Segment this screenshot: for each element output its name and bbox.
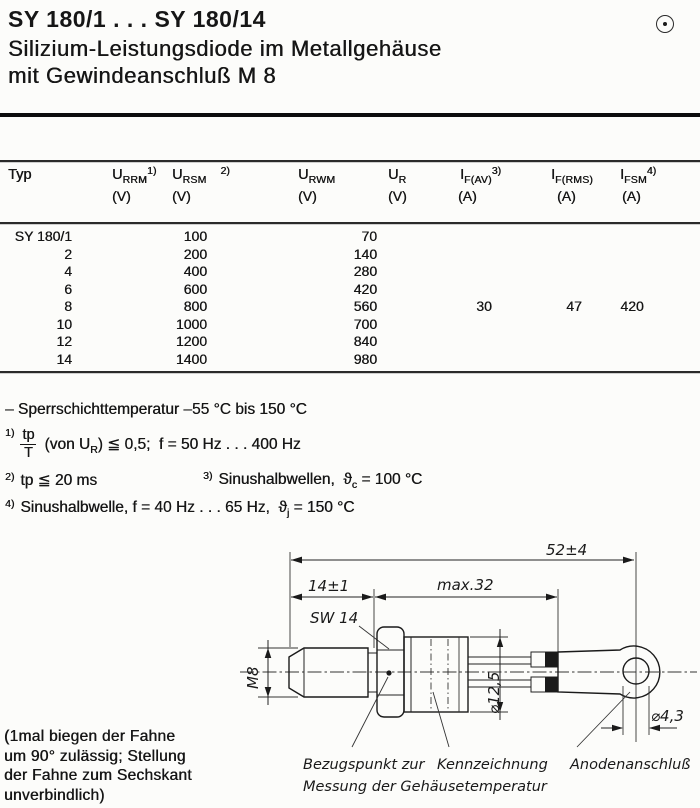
cell-urrm: 200 bbox=[183, 245, 207, 262]
bend-note-line2: um 90° zulässig; Stellung bbox=[4, 747, 186, 765]
note-2: $^{2)}$ tp ≦ 20 ms bbox=[5, 471, 98, 489]
dim-thread-label: 14±1 bbox=[308, 577, 350, 595]
dia-body-label: ⌀12,5 bbox=[485, 671, 503, 714]
dim-body-label: max.32 bbox=[437, 576, 494, 594]
reference-point-dot bbox=[386, 670, 391, 675]
cell-urrm: 600 bbox=[183, 280, 207, 297]
bend-note bbox=[4, 727, 192, 805]
col-header-ifrms: $I_{F(RMS)}$ bbox=[551, 167, 593, 186]
package-outline-drawing bbox=[230, 535, 700, 808]
table-top-rule bbox=[0, 160, 700, 162]
shared-value-ifav: 30 bbox=[476, 298, 492, 314]
cell-urrm: 400 bbox=[183, 263, 207, 279]
label-marking: Kennzeichnung bbox=[437, 757, 548, 773]
table-bottom-rule bbox=[0, 371, 700, 373]
header-rule bbox=[0, 113, 700, 117]
dim-overall-label: 52±4 bbox=[546, 541, 588, 559]
cell-typ: 10 bbox=[56, 315, 72, 332]
unit-urrm: (V) bbox=[112, 188, 131, 204]
note-3: $^{3)}$ Sinushalbwellen, $ϑ_c = 100$ °C bbox=[203, 470, 423, 491]
unit-ursm: (V) bbox=[172, 188, 191, 204]
cell-urrm: 100 bbox=[183, 228, 207, 244]
shared-value-ifrms: 47 bbox=[566, 298, 582, 314]
cell-urrm: 1400 bbox=[175, 350, 207, 367]
cell-typ: 14 bbox=[56, 350, 72, 367]
leader-line bbox=[577, 692, 630, 747]
unit-ifsm: (A) bbox=[622, 188, 641, 204]
dia-hole-label: ⌀4,3 bbox=[651, 707, 684, 725]
wrench-size-label: SW 14 bbox=[310, 609, 359, 627]
table-row bbox=[0, 228, 700, 246]
label-reference-point-line2: Messung der Gehäusetemperatur bbox=[303, 779, 547, 795]
note-1 bbox=[5, 428, 301, 461]
circle-dot-icon-center bbox=[663, 22, 667, 26]
col-header-ifsm: $I_{FSM}^{4)}$ bbox=[620, 165, 657, 186]
cell-urrm: 1200 bbox=[175, 333, 207, 349]
cell-urwm: 560 bbox=[353, 298, 377, 314]
bend-note-line3: der Fahne zum Sechskant bbox=[4, 767, 192, 784]
cell-urwm: 700 bbox=[353, 315, 377, 332]
cell-urwm: 840 bbox=[353, 333, 377, 349]
unit-ifrms: (A) bbox=[557, 188, 576, 204]
cell-typ: 8 bbox=[64, 298, 72, 314]
thread-label: M8 bbox=[244, 666, 262, 689]
note-1-text: (von $U_R$) ≦ 0,5; f = 50 Hz . . . 400 Hz bbox=[44, 436, 301, 457]
threaded-stud bbox=[289, 648, 368, 697]
cell-typ: 2 bbox=[64, 245, 72, 262]
cell-urwm: 280 bbox=[353, 263, 377, 279]
cell-urwm: 420 bbox=[353, 280, 377, 297]
cell-urrm: 800 bbox=[183, 298, 207, 314]
col-header-ursm: $U_{RSM}^{2)}$ bbox=[172, 165, 230, 186]
label-anode-connection: Anodenanschluß bbox=[570, 757, 691, 773]
note-1-marker: 1) bbox=[5, 427, 15, 439]
col-header-ur: $U_R$ bbox=[388, 167, 407, 186]
table-row bbox=[0, 281, 700, 299]
leader-line bbox=[352, 677, 388, 747]
table-row bbox=[0, 316, 700, 334]
unit-ifav: (A) bbox=[458, 188, 477, 204]
table-row bbox=[0, 333, 700, 351]
bend-note-line4: unverbindlich) bbox=[4, 786, 105, 804]
cell-typ: 4 bbox=[64, 263, 72, 279]
table-row bbox=[0, 298, 700, 316]
cell-urwm: 70 bbox=[361, 228, 377, 244]
page-subtitle-line2: mit Gewindeanschluß M 8 bbox=[8, 63, 277, 88]
cell-typ: SY 180/1 bbox=[14, 228, 72, 244]
table-row bbox=[0, 263, 700, 281]
bend-note-line1: (1mal biegen der Fahne bbox=[4, 728, 176, 745]
leader-line bbox=[433, 692, 449, 747]
fraction-tp-over-T: $\frac{tp}{T}$ bbox=[22, 427, 35, 462]
note-temperature: – Sperrschichttemperatur –55 °C bis 150 °C bbox=[5, 401, 307, 418]
circle-dot-icon bbox=[656, 15, 674, 33]
unit-urwm: (V) bbox=[298, 188, 317, 204]
cell-urwm: 140 bbox=[353, 245, 377, 262]
cell-urrm: 1000 bbox=[175, 315, 207, 332]
note-4: $^{4)}$ Sinushalbwelle, f = 40 Hz . . . 65 Hz, $ϑ_j = 150$ °C bbox=[5, 498, 355, 519]
col-header-ifav: $I_{F(AV)}^{3)}$ bbox=[460, 165, 502, 186]
cell-typ: 6 bbox=[64, 280, 72, 297]
table-row bbox=[0, 351, 700, 369]
col-header-typ: Typ bbox=[8, 167, 32, 183]
table-header-rule bbox=[0, 222, 700, 224]
cell-urwm: 980 bbox=[353, 350, 377, 367]
col-header-urrm: $U_{RRM}^{1)}$ bbox=[112, 165, 157, 186]
label-reference-point-line1: Bezugspunkt zur bbox=[303, 757, 425, 773]
col-header-urwm: $U_{RWM}$ bbox=[298, 167, 336, 186]
unit-ur: (V) bbox=[388, 188, 407, 204]
shared-value-ifsm: 420 bbox=[620, 298, 644, 314]
page-subtitle-line1: Silizium-Leistungsdiode im Metallgehäuse bbox=[8, 36, 442, 61]
cell-typ: 12 bbox=[56, 333, 72, 349]
table-row bbox=[0, 246, 700, 264]
page-title: SY 180/1 . . . SY 180/14 bbox=[8, 6, 266, 32]
